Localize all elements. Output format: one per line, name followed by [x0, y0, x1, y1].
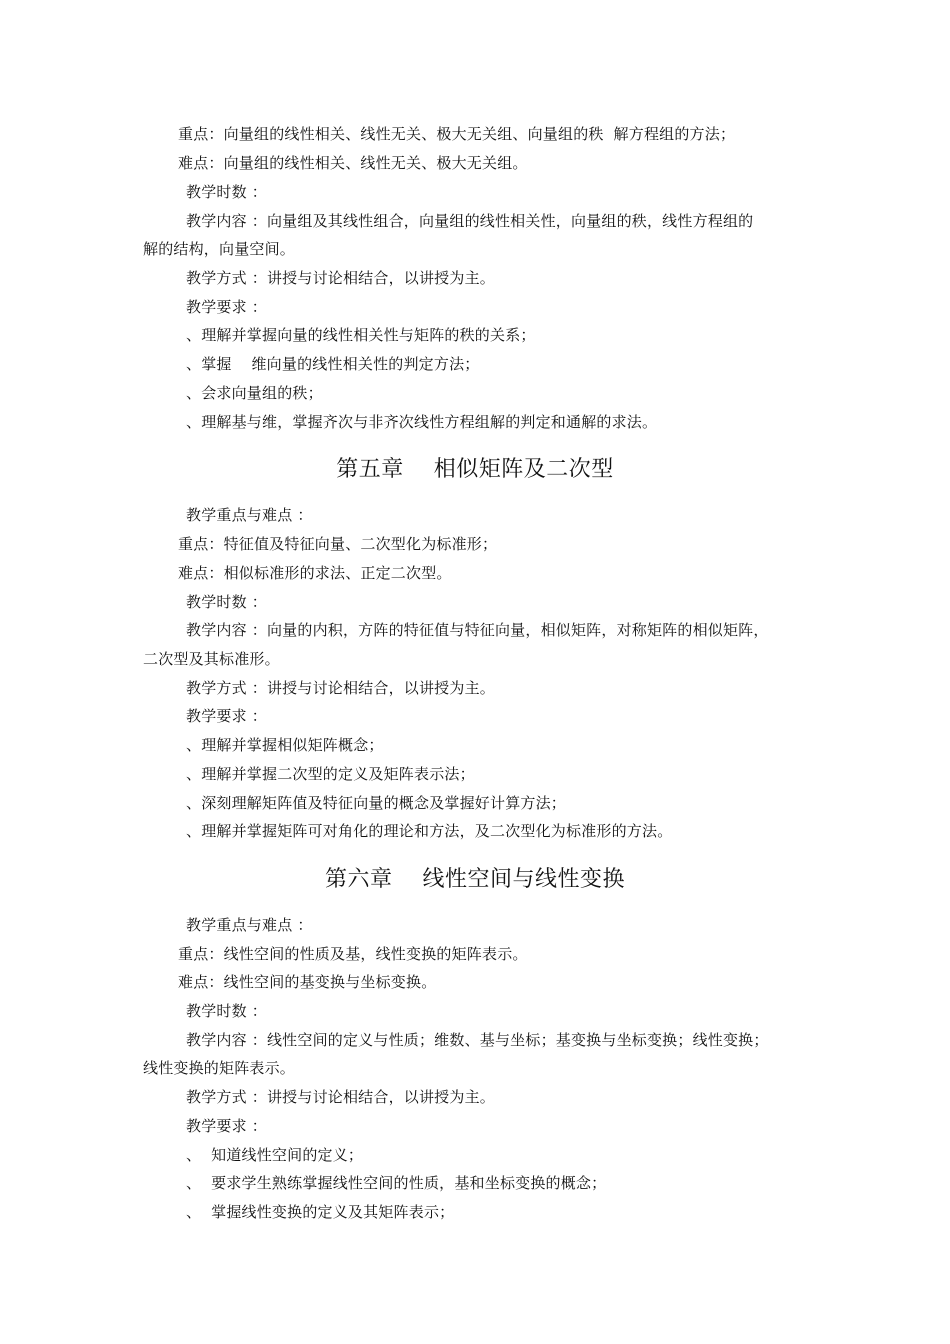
ch5-requirement-item: 、理解并掌握相似矩阵概念； [186, 736, 384, 754]
ch5-hours: 教学时数 ： [186, 593, 267, 611]
ch5-requirement-item: 、深刻理解矩阵值及特征向量的概念及掌握好计算方法； [186, 794, 567, 812]
ch5-requirement-item: 、理解并掌握矩阵可对角化的理论和方法，及二次型化为标准形的方法。 [186, 822, 673, 840]
ch5-content-line1: 教学内容 ：向量的内积，方阵的特征值与特征向量，相似矩阵，对称矩阵的相似矩阵， [186, 621, 769, 639]
chapter-5-title: 第五章 相似矩阵及二次型 [336, 457, 614, 482]
ch4-requirements-label: 教学要求 ： [186, 298, 267, 316]
ch6-requirement-item: 、 要求学生熟练掌握线性空间的性质，基和坐标变换的概念； [186, 1174, 607, 1192]
ch5-requirement-item: 、理解并掌握二次型的定义及矩阵表示法； [186, 765, 475, 783]
ch5-key-points: 重点：特征值及特征向量、二次型化为标准形； [178, 535, 498, 553]
ch4-hours: 教学时数 ： [186, 183, 267, 201]
ch6-content-line2: 线性变换的矩阵表示。 [143, 1059, 296, 1077]
ch4-key-points: 重点：向量组的线性相关、线性无关、极大无关组、向量组的秩 解方程组的方法； [178, 125, 736, 143]
ch6-difficulties: 难点：线性空间的基变换与坐标变换。 [178, 973, 437, 991]
ch6-content-line1: 教学内容 ：线性空间的定义与性质；维数、基与坐标；基变换与坐标变换；线性变换； [186, 1031, 769, 1049]
ch5-method: 教学方式 ：讲授与讨论相结合，以讲授为主。 [186, 679, 495, 697]
ch6-focus-label: 教学重点与难点 ： [186, 916, 313, 934]
ch4-method: 教学方式 ：讲授与讨论相结合，以讲授为主。 [186, 269, 495, 287]
ch5-requirements-label: 教学要求 ： [186, 707, 267, 725]
ch6-method: 教学方式 ：讲授与讨论相结合，以讲授为主。 [186, 1088, 495, 1106]
ch4-requirement-item: 、理解并掌握向量的线性相关性与矩阵的秩的关系； [186, 326, 536, 344]
chapter-6-title: 第六章 线性空间与线性变换 [325, 867, 625, 892]
ch5-difficulties: 难点：相似标准形的求法、正定二次型。 [178, 564, 452, 582]
ch6-requirement-item: 、 知道线性空间的定义； [186, 1146, 364, 1164]
ch5-content-line2: 二次型及其标准形。 [143, 650, 280, 668]
ch6-key-points: 重点：线性空间的性质及基，线性变换的矩阵表示。 [178, 945, 528, 963]
ch6-hours: 教学时数 ： [186, 1002, 267, 1020]
ch4-content-line2: 解的结构，向量空间。 [143, 240, 296, 258]
ch6-requirements-label: 教学要求 ： [186, 1117, 267, 1135]
ch4-requirement-item: 、会求向量组的秩； [186, 384, 323, 402]
ch4-requirement-item: 、掌握 维向量的线性相关性的判定方法； [186, 355, 480, 373]
ch4-content-line1: 教学内容 ：向量组及其线性组合，向量组的线性相关性，向量组的秩，线性方程组的 [186, 212, 754, 230]
ch4-requirement-item: 、理解基与维，掌握齐次与非齐次线性方程组解的判定和通解的求法。 [186, 413, 658, 431]
ch6-requirement-item: 、 掌握线性变换的定义及其矩阵表示； [186, 1203, 455, 1221]
ch4-difficulties: 难点：向量组的线性相关、线性无关、极大无关组。 [178, 154, 528, 172]
ch5-focus-label: 教学重点与难点 ： [186, 506, 313, 524]
